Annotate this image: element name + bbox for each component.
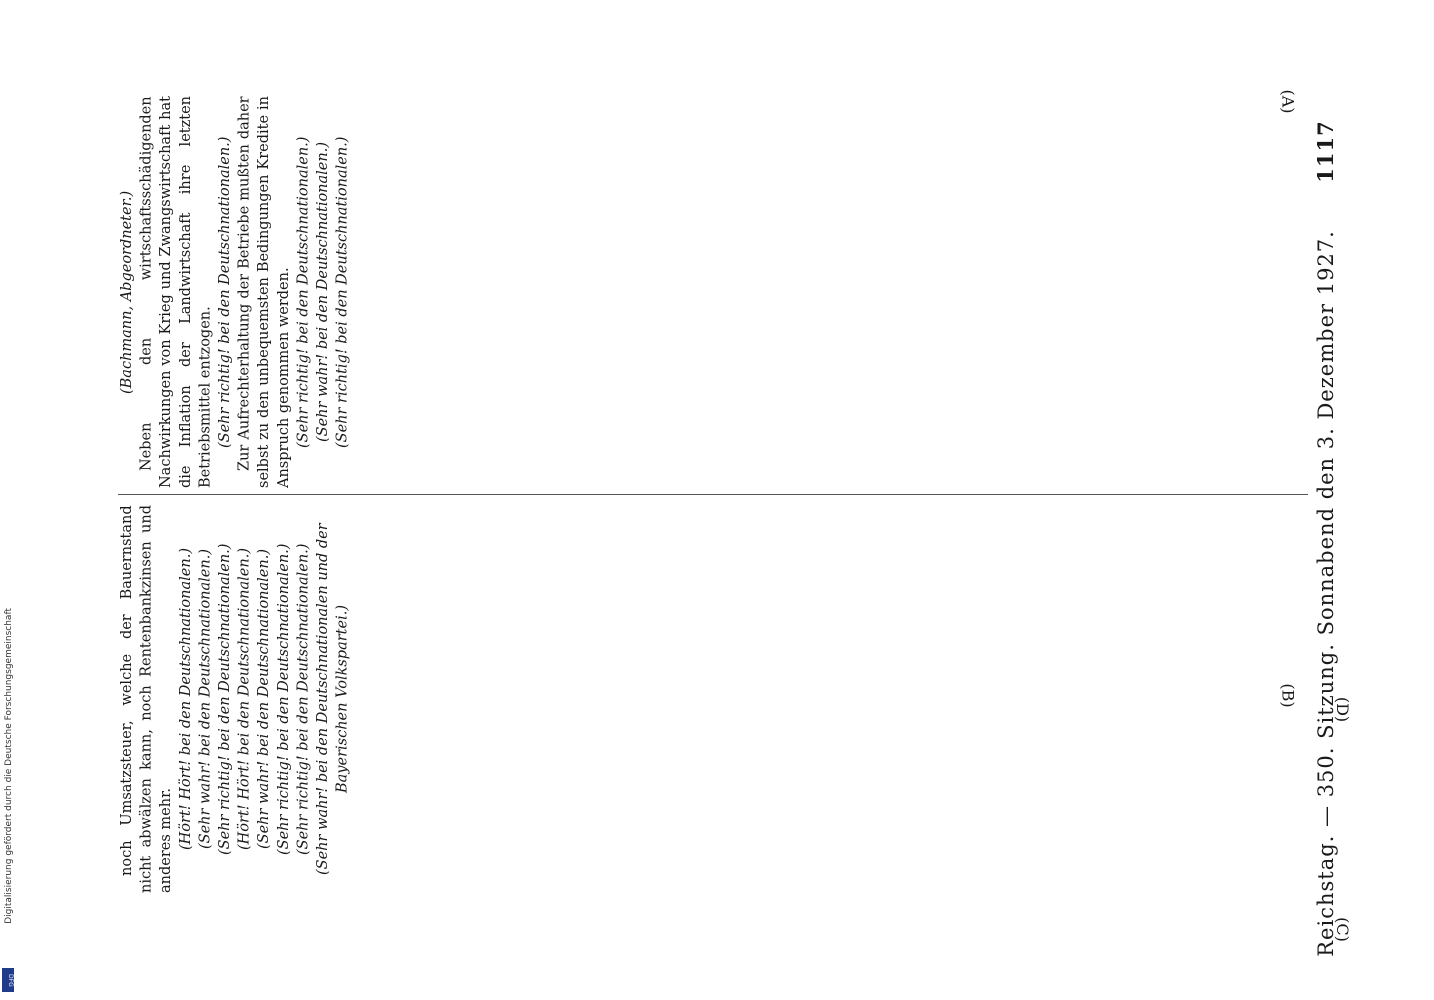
paragraph: Neben den wirtschaftsschädigenden Nachwirkungen von Krieg und Zwangswirtschaft hat die Inflation der Landwirtschaft ihre letzten Betriebsmittel entzogen.	[138, 96, 214, 488]
right-column	[118, 505, 1308, 893]
interjection: (Sehr richtig! bei den Deutschnationalen.)	[295, 136, 312, 448]
page-header	[1313, 120, 1338, 957]
interjection: (Sehr wahr! bei den Deutschnationalen.)	[314, 142, 331, 442]
paragraph: noch Umsatzsteuer, welche der Bauernstand nicht abwälzen kann, noch Rentenbankzinsen und anderes mehr.	[119, 505, 175, 893]
left-column	[118, 96, 1308, 488]
interjection: (Sehr richtig! bei den Deutschnationalen.)	[216, 136, 233, 448]
margin-mark-a: (A)	[1278, 89, 1298, 114]
interjection: (Sehr richtig! bei den Deutschnationalen.)	[275, 543, 292, 855]
margin-mark-c: (C)	[1332, 917, 1352, 942]
column-divider	[118, 494, 1308, 495]
interjection: (Hört! Hört! bei den Deutschnationalen.)	[236, 548, 253, 850]
page-title: Reichstag. — 350. Sitzung. Sonnabend den 3. Dezember 1927.	[1314, 230, 1338, 957]
interjection: (Sehr richtig! bei den Deutschnationalen.)	[334, 136, 351, 448]
interjection: (Sehr wahr! bei den Deutschnationalen.)	[256, 549, 273, 849]
paragraph: Zur Aufrechterhaltung der Betriebe mußten daher selbst zu den unbequemsten Bedingungen Kredite in Anspruch genommen werden.	[236, 96, 292, 488]
speaker-label: (Bachmann, Abgeordneter.)	[119, 190, 135, 394]
interjection: (Hört! Hört! bei den Deutschnationalen.)	[177, 548, 194, 850]
page-number: 1117	[1313, 120, 1338, 183]
interjection: (Sehr richtig! bei den Deutschnationalen.)	[295, 543, 312, 855]
digitization-note: Digitalisierung gefördert durch die Deutsche Forschungsgemeinschaft	[4, 608, 14, 924]
margin-mark-b: (B)	[1278, 683, 1298, 708]
margin-mark-d: (D)	[1333, 696, 1353, 723]
interjection: (Sehr wahr! bei den Deutschnationalen und der Bayerischen Volkspartei.)	[314, 523, 351, 875]
dfg-logo: DFG	[2, 968, 14, 992]
interjection: (Sehr wahr! bei den Deutschnationalen.)	[197, 549, 214, 849]
interjection: (Sehr richtig! bei den Deutschnationalen.)	[216, 543, 233, 855]
